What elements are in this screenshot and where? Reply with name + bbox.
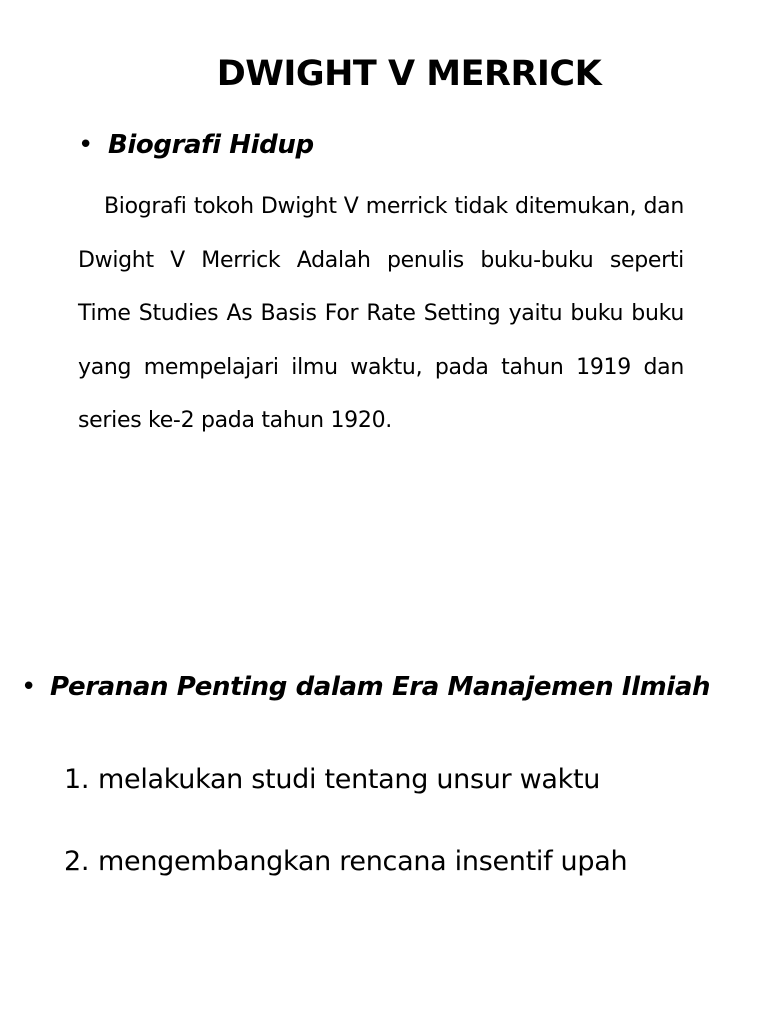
list-item-number: 1. — [64, 764, 90, 795]
section-heading-biografi: Biografi Hidup — [108, 130, 314, 160]
list-item-text: melakukan studi tentang unsur waktu — [98, 764, 601, 795]
page-title: DWIGHT V MERRICK — [216, 54, 602, 94]
bullet-peranan-penting — [21, 672, 710, 702]
bullet-icon: • — [78, 130, 94, 160]
list-item-text: mengembangkan rencana insentif upah — [98, 846, 628, 877]
section-heading-peranan: Peranan Penting dalam Era Manajemen Ilmiah — [50, 672, 711, 702]
list-item — [64, 764, 600, 795]
list-item — [64, 846, 627, 877]
biography-paragraph: Biografi tokoh Dwight V merrick tidak ditemukan, dan Dwight V Merrick Adalah penulis buku-buku seperti Time Studies As Basis For Rate Setting yaitu buku buku yang mempelajari ilmu waktu, pada tahun 1919 dan series ke-2 pada tahun 1920. — [78, 194, 684, 434]
list-item-number: 2. — [64, 846, 90, 877]
bullet-biografi-hidup — [78, 130, 314, 160]
bullet-icon: • — [21, 672, 37, 702]
